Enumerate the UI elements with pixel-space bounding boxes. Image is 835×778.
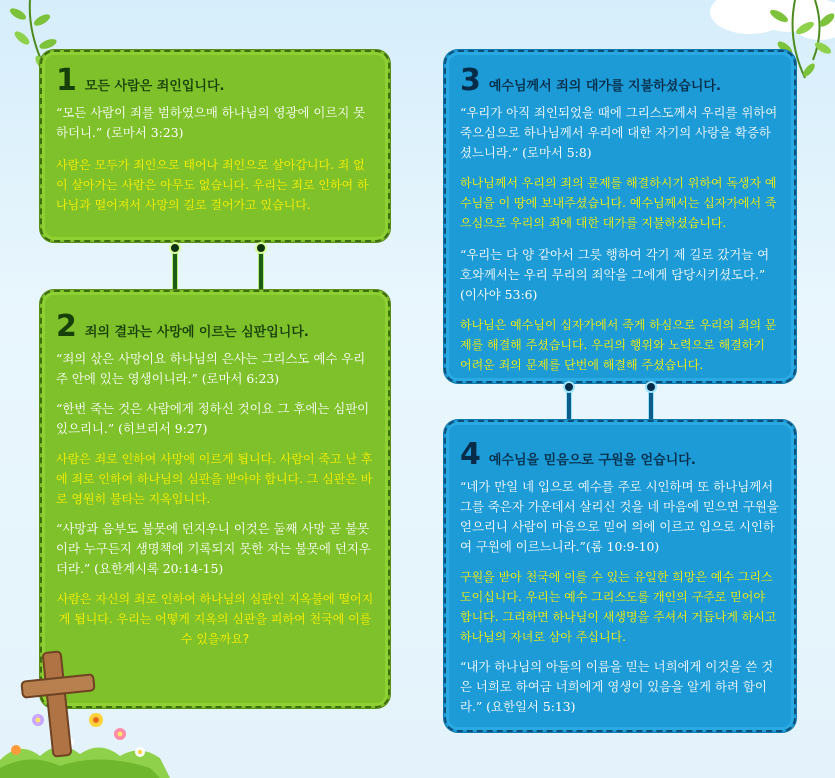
card-3-number: 3 <box>460 63 481 98</box>
card-3-heading <box>460 63 780 98</box>
card-2-verse-2: “한번 죽는 것은 사람에게 정하신 것이요 그 후에는 심판이 있으리니.” (히브리서 9:27) <box>56 401 370 436</box>
card-3-explanation-1: 하나님께서 우리의 죄의 문제를 해결하시기 위하여 독생자 예수님을 이 땅에 보내주셨습니다. 예수님께서는 십자가에서 죽으심으로 우리의 죄에 대한 대가를 지불하셨습니다. <box>460 176 777 230</box>
card-2-explanation-2: 사람은 자신의 죄로 인하여 하나님의 심판인 지옥불에 떨어지게 됩니다. 우리는 어떻게 지옥의 심판을 피하여 천국에 이를수 있을까요? <box>56 592 374 646</box>
card-1-number: 1 <box>56 63 77 98</box>
card-3 <box>444 50 796 383</box>
card-1-explanation: 사람은 모두가 죄인으로 태어나 죄인으로 살아갑니다. 죄 없이 살아가는 사람은 아무도 없습니다. 우리는 죄로 인하여 하나님과 떨어져서 사망의 길로 걸어가고 있습니다. <box>56 158 369 212</box>
card-2-number: 2 <box>56 309 77 344</box>
card-4-title: 예수님을 믿음으로 구원을 얻습니다. <box>488 453 696 468</box>
card-1-title: 모든 사람은 죄인입니다. <box>84 79 225 94</box>
wooden-cross-icon <box>18 650 98 760</box>
card-4-explanation-1: 구원을 받아 천국에 이를 수 있는 유일한 희망은 예수 그리스도이십니다. 우리는 예수 그리스도를 개인의 구주로 믿어야 합니다. 그리하면 하나님이 새생명을 주셔서 거듭나게 하시고 하나님의 자녀로 삼아 주십니다. <box>460 570 777 644</box>
card-3-title: 예수님께서 죄의 대가를 지불하셨습니다. <box>488 79 721 94</box>
card-1 <box>40 50 390 242</box>
card-4-number: 4 <box>460 437 481 472</box>
card-1-heading <box>56 63 374 98</box>
card-4-verse-1: “네가 만일 네 입으로 예수를 주로 시인하며 또 하나님께서 그를 죽은자 가운데서 살리신 것을 네 마음에 믿으면 구원을 얻으리니 사람이 마음으로 믿어 의에 이르고 입으로 시인하여 구원에 이르느니라.”(롬 10:9-10) <box>460 479 779 554</box>
card-2-verse-1: “죄의 삯은 사망이요 하나님의 은사는 그리스도 예수 우리 주 안에 있는 영생이니라.” (로마서 6:23) <box>56 351 366 386</box>
card-3-explanation-2: 하나님은 예수님이 십자가에서 죽게 하심으로 우리의 죄의 문제를 해결해 주셨습니다. 우리의 행위와 노력으로 해결하기 어려운 죄의 문제를 단번에 해결해 주셨습니다. <box>460 318 777 372</box>
card-2-title: 죄의 결과는 사망에 이르는 심판입니다. <box>84 325 309 340</box>
card-2-explanation-1: 사람은 죄로 인하여 사망에 이르게 됩니다. 사람이 죽고 난 후에 죄로 인하여 하나님의 심판을 받아야 합니다. 그 심판은 바로 영원히 불타는 지옥입니다. <box>56 452 373 506</box>
card-3-verse-1: “우리가 아직 죄인되었을 때에 그리스도께서 우리를 위하여 죽으심으로 하나님께서 우리에 대한 자기의 사랑을 확증하셨느니라.” (로마서 5:8) <box>460 105 778 160</box>
card-4-verse-2: “내가 하나님의 아들의 이름을 믿는 너희에게 이것을 쓴 것은 너희로 하여금 너희에게 영생이 있음을 알게 하려 함이라.” (요한일서 5:13) <box>460 659 774 714</box>
card-2-heading <box>56 309 374 344</box>
card-2 <box>40 290 390 708</box>
card-4-heading <box>460 437 780 472</box>
card-2-verse-3: “사망과 음부도 불못에 던지우니 이것은 둘째 사망 곧 불못이라 누구든지 생명책에 기록되지 못한 자는 불못에 던지우더라.” (요한계시록 20:14-15) <box>56 521 371 576</box>
card-3-verse-2: “우리는 다 양 같아서 그릇 행하여 각기 제 길로 갔거늘 여호와께서는 우리 무리의 죄악을 그에게 담당시키셨도다.” (이사야 53:6) <box>460 247 770 302</box>
card-1-verse: “모든 사람이 죄를 범하였으매 하나님의 영광에 이르지 못하더니.” (로마서 3:23) <box>56 105 366 140</box>
card-4 <box>444 420 796 732</box>
